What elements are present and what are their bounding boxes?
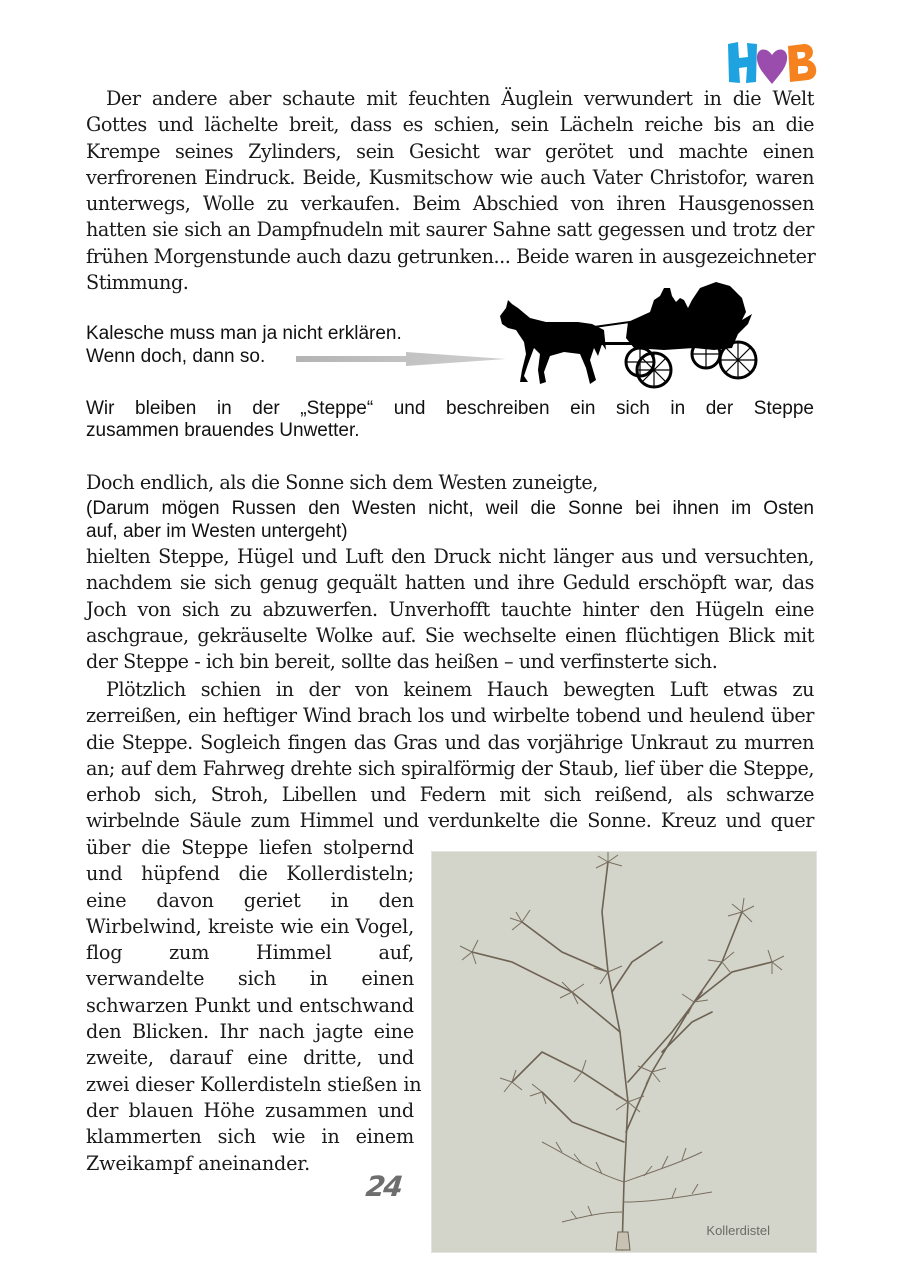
paragraph-aside xyxy=(86,497,814,543)
thistle-illustration xyxy=(431,851,817,1253)
text-line: verfrorenen Eindruck. Beide, Kusmitschow wie auch Vater Christofor, waren xyxy=(86,165,814,189)
text-line: zwei dieser Kollerdisteln stießen in xyxy=(86,1072,422,1096)
thistle-caption: Kollerdistel xyxy=(706,1223,770,1238)
text-line: Krempe seines Zylinders, sein Gesicht war gerötet und machte einen xyxy=(86,139,814,163)
text-line: Wirbelwind, kreiste wie ein Vogel, xyxy=(86,914,414,938)
text-line: Gottes und lächelte breit, dass es schien, sein Lächeln reiche bis an die xyxy=(86,113,814,137)
text-line: der blauen Höhe zusammen und xyxy=(86,1098,414,1122)
text-line: erhob sich, Stroh, Libellen und Federn mit sich reißend, als schwarze xyxy=(86,783,814,807)
text-line: frühen Morgenstunde auch dazu getrunken... Beide waren in ausgezeichneter xyxy=(86,244,816,268)
paragraph-storm xyxy=(86,544,814,675)
text-line: unterwegs, Wolle zu verkaufen. Beim Abschied von ihren Hausgenossen xyxy=(86,192,814,216)
text-line: Doch endlich, als die Sonne sich dem Westen zuneigte, xyxy=(86,471,598,494)
text-line: zusammen brauendes Unwetter. xyxy=(86,420,360,441)
text-line: eine davon geriet in den xyxy=(86,888,414,912)
text-line: wirbelnde Säule zum Himmel und verdunkelte die Sonne. Kreuz und quer xyxy=(86,809,814,833)
text-line: zweite, darauf eine dritte, und xyxy=(86,1046,414,1070)
hvb-logo xyxy=(724,38,820,88)
text-line: Der andere aber schaute mit feuchten Äuglein verwundert in die Welt xyxy=(106,87,814,110)
text-line: den Blicken. Ihr nach jagte eine xyxy=(86,1020,414,1044)
text-line: verwandelte sich in einen xyxy=(86,967,414,991)
text-line: über die Steppe liefen stolpernd xyxy=(86,836,414,859)
carriage-silhouette-image xyxy=(494,278,760,390)
text-line: Joch von sich zu abzuwerfen. Unverhofft tauchte hinter den Hügeln eine xyxy=(86,597,814,621)
text-line: nachdem sie sich genug gequält hatten und ihre Geduld erschöpft war, das xyxy=(86,571,814,595)
carriage-note-line2: Wenn doch, dann so. xyxy=(86,346,266,367)
arrow-right-icon xyxy=(296,352,506,366)
text-line: schwarzen Punkt und entschwand xyxy=(86,993,414,1017)
text-line: Zweikampf aneinander. xyxy=(86,1151,311,1175)
text-line: Plötzlich schien in der von keinem Hauch bewegten Luft etwas zu xyxy=(106,678,814,701)
text-line: klammerten sich wie in einem xyxy=(86,1125,414,1149)
text-line: Stimmung. xyxy=(86,271,189,295)
text-line: zerreißen, ein heftiger Wind brach los und wirbelte tobend und heulend über xyxy=(86,704,814,728)
text-line: an; auf dem Fahrweg drehte sich spiralförmig der Staub, lief über die Steppe, xyxy=(86,756,814,780)
text-line: auf, aber im Westen untergeht) xyxy=(86,521,348,542)
text-line: (Darum mögen Russen den Westen nicht, weil die Sonne bei ihnen im Osten xyxy=(86,498,814,519)
text-line: flog zum Himmel auf, xyxy=(86,941,414,965)
paragraph-intro xyxy=(86,86,814,296)
page-number: 24 xyxy=(364,1170,403,1203)
text-line: Wir bleiben in der „Steppe“ und beschreiben ein sich in der Steppe xyxy=(86,398,814,419)
text-line: der Steppe - ich bin bereit, sollte das heißen – und verfinsterte sich. xyxy=(86,650,718,674)
text-line: hatten sie sich an Dampfnudeln mit saurer Sahne satt gegessen und trotz der xyxy=(86,218,814,242)
text-line: aschgraue, gekräuselte Wolke auf. Sie wechselte einen flüchtigen Blick mit xyxy=(86,623,814,647)
text-line: und hüpfend die Kollerdisteln; xyxy=(86,862,414,886)
steppe-note xyxy=(86,398,814,442)
paragraph-storm-intro xyxy=(86,470,814,496)
paragraph-thistles xyxy=(86,835,422,1177)
text-line: die Steppe. Sogleich fingen das Gras und das vorjährige Unkraut zu murren xyxy=(86,730,814,754)
paragraph-wind xyxy=(86,677,814,835)
text-line: hielten Steppe, Hügel und Luft den Druck nicht länger aus und versuchten, xyxy=(86,545,814,568)
carriage-note-line1: Kalesche muss man ja nicht erklären. xyxy=(86,323,402,344)
